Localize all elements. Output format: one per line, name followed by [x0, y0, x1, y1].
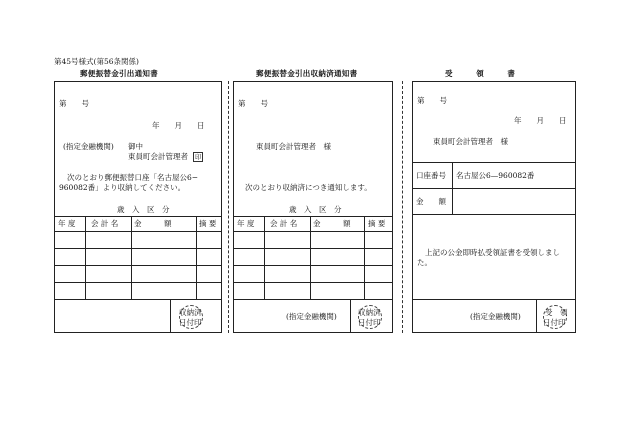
panel2-header-amount: 金 額: [313, 219, 351, 228]
panel1-stamp-line2: 日付印: [179, 318, 202, 327]
panel2-col-line: [264, 216, 265, 299]
panel3-label-divider: [452, 162, 453, 214]
panel2-header-notes: 摘 要: [368, 219, 386, 228]
panel1-header-notes: 摘 要: [199, 219, 217, 228]
panel3-row-line: [412, 188, 576, 189]
panel1-addressee-to: 御中: [128, 142, 143, 151]
panel2-section-label: 歳 入 区 分: [289, 205, 342, 214]
panel2-stamp-line1: 収納済: [358, 308, 381, 317]
panel1-stamp-divider: [170, 299, 171, 333]
panel2-row-line: [233, 265, 393, 266]
cut-line: [402, 81, 403, 333]
panel2-stamp-divider: [350, 299, 351, 333]
panel1-sender: 東員町会計管理者: [128, 152, 188, 161]
cut-line: [228, 81, 229, 333]
panel3-number: 第 号: [417, 96, 447, 105]
panel2-col-line: [364, 216, 365, 299]
panel2-message: 次のとおり収納済につき通知します。: [245, 183, 372, 192]
account-number-value: 名古屋公6—960082番: [456, 171, 535, 180]
panel3-message-line2: た。: [417, 258, 432, 267]
panel1-header-year: 年 度: [58, 219, 76, 228]
panel2-bank-label: (指定金融機関): [286, 312, 337, 321]
panel1-col-line: [131, 216, 132, 299]
account-number-label: 口座番号: [416, 171, 446, 180]
panel3-stamp-line1: 受 領: [545, 308, 568, 317]
panel2-table-bottom: [233, 299, 393, 300]
panel3-addressee: 東員町会計管理者 様: [433, 137, 508, 146]
panel3-bank-label: (指定金融機関): [470, 312, 521, 321]
panel3-stamp-line2: 日付印: [543, 318, 566, 327]
panel3-bottom-line: [412, 299, 576, 300]
panel1-col-line: [85, 216, 86, 299]
panel1-message-line2: 960082番」より収納してください。: [59, 183, 186, 192]
panel1-addressee-bank: (指定金融機関): [63, 142, 114, 151]
panel2-row-line: [233, 282, 393, 283]
panel3-title: 受 領 書: [445, 69, 516, 78]
panel1-section-label: 歳 入 区 分: [117, 205, 170, 214]
panel2-row-line: [233, 248, 393, 249]
panel2-col-line: [310, 216, 311, 299]
panel3-stamp-divider: [536, 299, 537, 333]
panel1-table-bottom: [54, 299, 222, 300]
panel2-header-account: 会 計 名: [270, 219, 298, 228]
panel1-col-line: [196, 216, 197, 299]
panel3-message-line1: 上記の公金即時払受領証書を受領しまし: [425, 248, 560, 257]
panel2-header-year: 年 度: [237, 219, 255, 228]
panel1-date: 年 月 日: [152, 121, 205, 130]
panel1-stamp-line1: 収納済: [179, 308, 202, 317]
panel1-number: 第 号: [59, 99, 89, 108]
panel1-header-amount: 金 額: [134, 219, 172, 228]
form-id: 第45号様式(第56条関係): [54, 57, 139, 66]
panel3-row-line: [412, 214, 576, 215]
panel3-row-line: [412, 162, 576, 163]
panel2-title: 郵便振替金引出収納済通知書: [256, 69, 358, 78]
panel1-header-account: 会 計 名: [91, 219, 119, 228]
panel2-table-top: [233, 216, 393, 217]
panel2-addressee: 東員町会計管理者 様: [256, 142, 331, 151]
seal-char: 印: [195, 153, 202, 161]
panel2-stamp-line2: 日付印: [358, 318, 381, 327]
panel1-title: 郵便振替金引出通知書: [80, 69, 158, 78]
panel2-header-bottom: [233, 231, 393, 232]
panel1-message-line1: 次のとおり郵便振替口座「名古屋公6−: [67, 173, 199, 182]
panel2-number: 第 号: [238, 99, 268, 108]
panel3-date: 年 月 日: [514, 116, 567, 125]
amount-label: 金 額: [416, 197, 446, 206]
